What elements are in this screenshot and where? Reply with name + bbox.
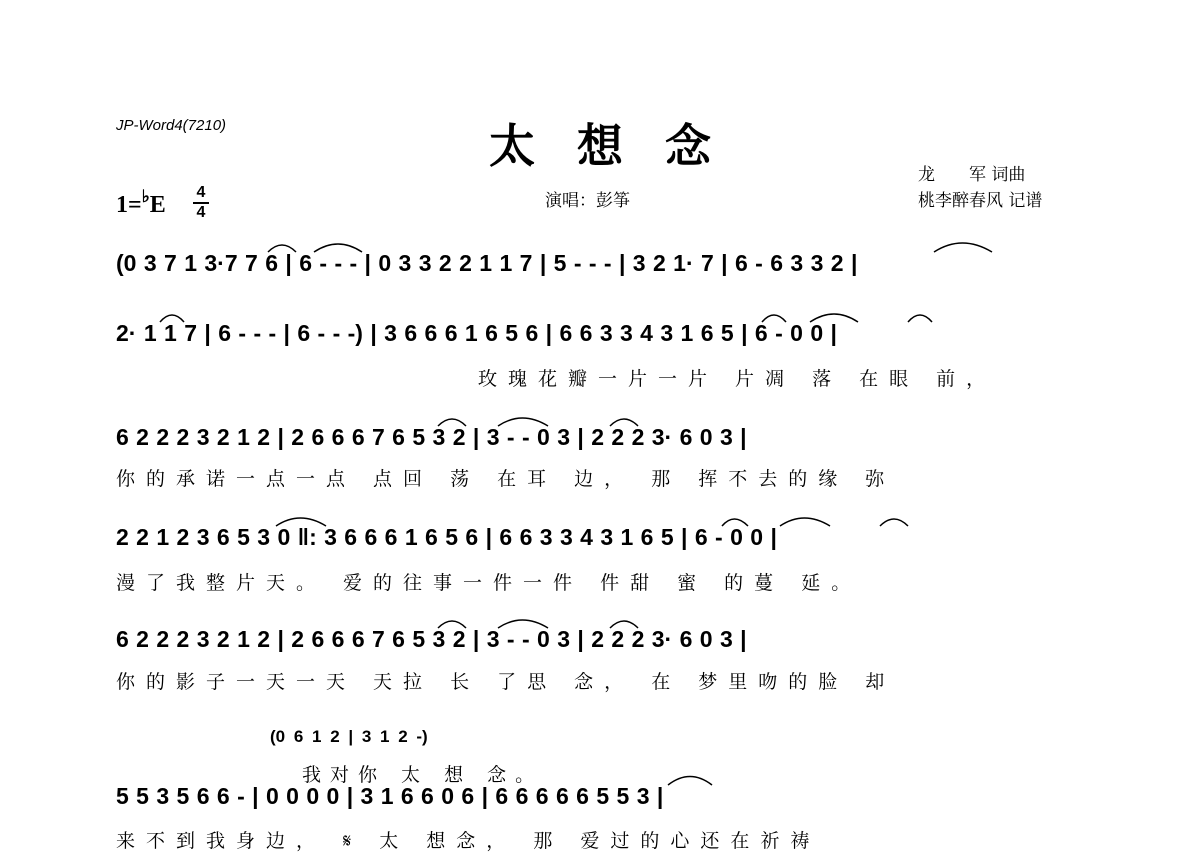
slur-6 <box>810 314 858 322</box>
key-prefix: 1= <box>116 192 142 218</box>
notation-line-1: (0 3 7 1 3·7 7 6 | 6 - - - | 0 3 3 2 2 1 1 7 | 5 - - - | 3 2 1· 7 | 6 - 6 3 3 2 | <box>116 250 858 276</box>
slur-3 <box>934 243 992 252</box>
lyrics-line-5: 你的影子一天一天 天拉 长 了思 念， 在 梦里吻的脸 却 <box>116 671 896 693</box>
time-signature-bottom: 4 <box>196 204 206 221</box>
slur-4 <box>160 315 184 322</box>
song-title: 太想念 <box>489 119 753 173</box>
slur-1 <box>268 245 296 252</box>
slur-18 <box>668 777 712 786</box>
slur-14 <box>880 519 908 526</box>
slur-12 <box>722 519 748 526</box>
lyrics-line-4: 漫了我整片天。 爱的往事一件一件 件甜 蜜 的蔓 延。 <box>116 572 862 594</box>
notation-line-3: 6 2 2 2 3 2 1 2 | 2 6 6 6 7 6 5 3 2 | 3 - - 0 3 | 2 2 2 3· 6 0 3 | <box>116 424 747 450</box>
key-letter: E <box>149 192 166 218</box>
slur-16 <box>498 620 548 628</box>
notation-line-6: 5 5 3 5 6 6 - | 0 0 0 0 | 3 1 6 6 0 6 | 6 6 6 6 6 5 5 3 | <box>116 783 664 809</box>
slur-5 <box>762 315 786 322</box>
lyrics-line-2: 玫瑰花瓣一片一片 片凋 落 在眼 前， <box>478 368 997 390</box>
interlude-notation: (0 6 1 2 | 3 1 2 -) <box>270 727 428 746</box>
slur-17 <box>610 621 638 628</box>
singer-credit: 演唱：彭筝 <box>545 191 630 211</box>
lyrics-line-6: 来不到我身边， 𝄋 太 想念， 那 爱过的心还在祈祷 <box>116 830 821 852</box>
notation-line-2: 2· 1 1 7 | 6 - - - | 6 - - -) | 3 6 6 6 1 6 5 6 | 6 6 3 3 4 3 1 6 5 | 6 - 0 0 | <box>116 320 837 346</box>
notation-line-4: 2 2 1 2 3 6 5 3 0 ‖: 3 6 6 6 1 6 5 6 | 6 6 3 3 4 3 1 6 5 | 6 - 0 0 | <box>116 524 777 550</box>
lyrics-line-3: 你的承诺一点一点 点回 荡 在耳 边， 那 挥不去的缘 弥 <box>116 468 896 490</box>
slur-9 <box>498 418 548 426</box>
time-signature-top: 4 <box>196 184 206 201</box>
lyricist-composer-credit: 龙 军 词曲 <box>918 165 1026 185</box>
flat-icon: ♭ <box>141 187 150 206</box>
slur-13 <box>780 518 830 526</box>
slur-2 <box>314 244 362 252</box>
slur-11 <box>276 518 326 526</box>
transcriber-credit: 桃李醉春风 记谱 <box>918 191 1043 211</box>
slur-15 <box>438 621 466 628</box>
software-label: JP-Word4(7210) <box>116 117 227 134</box>
interlude-lyrics: 我对你 太 想 念。 <box>302 764 544 786</box>
notation-line-5: 6 2 2 2 3 2 1 2 | 2 6 6 6 7 6 5 3 2 | 3 - - 0 3 | 2 2 2 3· 6 0 3 | <box>116 626 747 652</box>
slur-8 <box>438 419 466 426</box>
slur-7 <box>908 315 932 322</box>
slur-10 <box>610 419 638 426</box>
